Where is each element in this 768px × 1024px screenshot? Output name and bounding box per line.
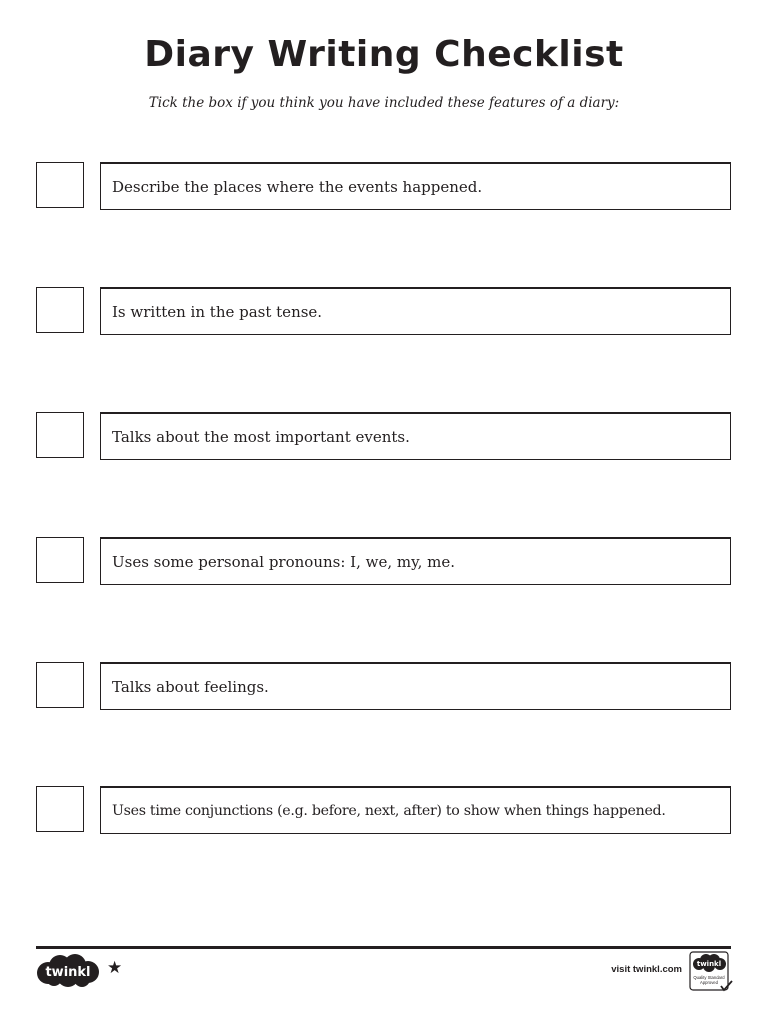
- tick-box[interactable]: [36, 412, 84, 458]
- twinkl-logo: [36, 954, 100, 988]
- checklist-row: [36, 786, 731, 834]
- star-icon: ★: [107, 958, 123, 978]
- page-title: Diary Writing Checklist: [144, 34, 624, 75]
- feature-text: Talks about the most important events.: [100, 412, 731, 460]
- feature-text: Is written in the past tense.: [100, 287, 731, 335]
- tick-box[interactable]: [36, 287, 84, 333]
- visit-link[interactable]: visit twinkl.com: [611, 964, 682, 975]
- tick-box[interactable]: [36, 662, 84, 708]
- feature-text: Describe the places where the events happened.: [100, 162, 731, 210]
- quality-badge: [689, 951, 733, 993]
- badge-text-line2: Approved: [700, 980, 718, 985]
- feature-text: Uses some personal pronouns: I, we, my, me.: [100, 537, 731, 585]
- checklist-row: [36, 162, 731, 210]
- tick-box[interactable]: [36, 162, 84, 208]
- checklist-row: [36, 412, 731, 460]
- feature-text: Uses time conjunctions (e.g. before, next, after) to show when things happened.: [100, 786, 731, 834]
- tick-box[interactable]: [36, 786, 84, 832]
- checklist-row: [36, 537, 731, 585]
- logo-text: twinkl: [45, 965, 91, 980]
- feature-text: Talks about feelings.: [100, 662, 731, 710]
- checklist-row: [36, 287, 731, 335]
- badge-text-line1: Quality Standard: [693, 975, 725, 980]
- tick-box[interactable]: [36, 537, 84, 583]
- instruction-text: Tick the box if you think you have included these features of a diary:: [148, 95, 620, 111]
- badge-brand: twinkl: [696, 960, 722, 968]
- checklist-row: [36, 662, 731, 710]
- footer-divider: [36, 946, 731, 949]
